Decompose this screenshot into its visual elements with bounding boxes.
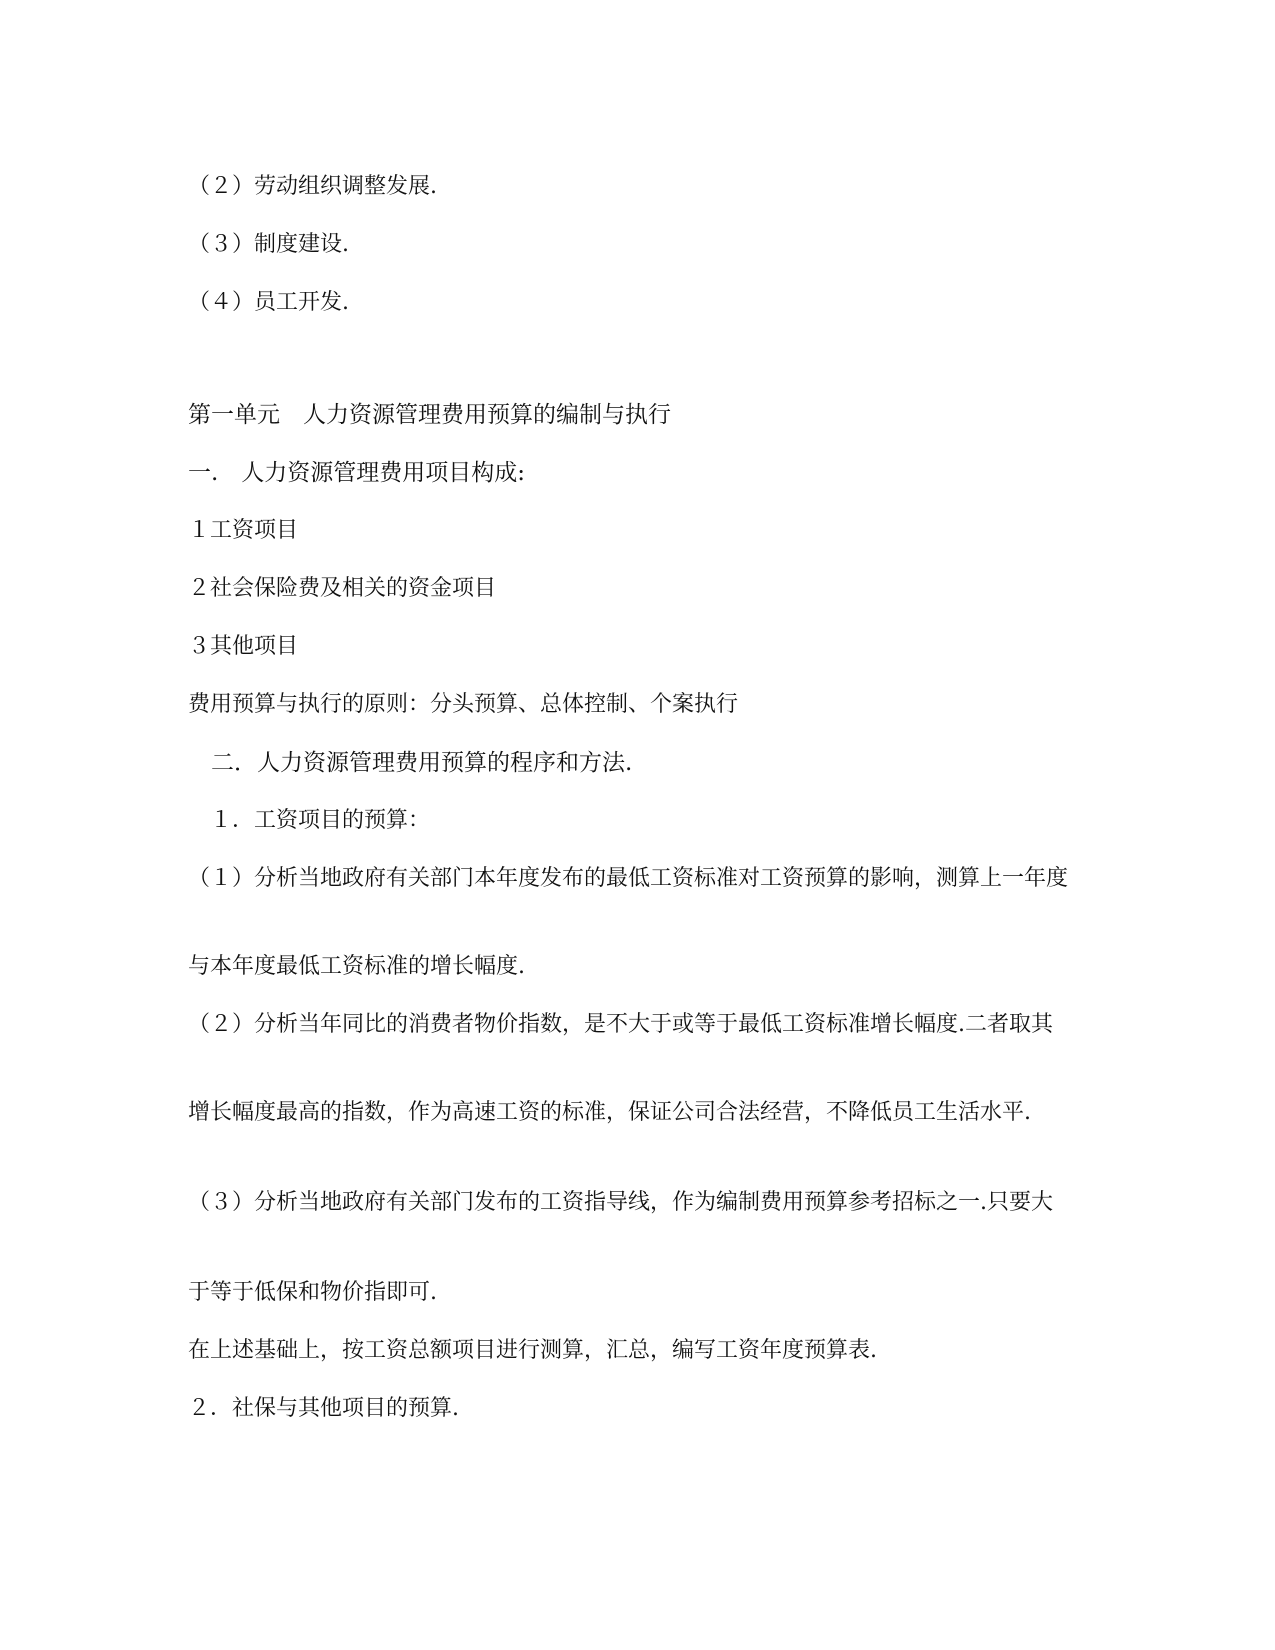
paragraph-2-part-a: （２）分析当年同比的消费者物价指数，是不大于或等于最低工资标准增长幅度.二者取其 xyxy=(188,1012,1053,1037)
subsection-2-title: ２．社保与其他项目的预算. xyxy=(188,1396,459,1421)
paragraph-3-part-a: （３）分析当地政府有关部门发布的工资指导线，作为编制费用预算参考招标之一.只要大 xyxy=(188,1190,1053,1215)
unit-title: 第一单元 人力资源管理费用预算的编制与执行 xyxy=(188,402,671,428)
section-2-title: 二．人力资源管理费用预算的程序和方法. xyxy=(188,750,633,776)
list-item-employee-development: （４）员工开发. xyxy=(188,290,349,315)
cost-item-wages: １工资项目 xyxy=(188,518,299,543)
paragraph-3-part-b: 于等于低保和物价指即可. xyxy=(188,1280,437,1305)
section-1-title: 一. 人力资源管理费用项目构成: xyxy=(188,460,526,486)
summary-paragraph: 在上述基础上，按工资总额项目进行测算，汇总，编写工资年度预算表. xyxy=(188,1338,877,1363)
subsection-1-title: １．工资项目的预算： xyxy=(188,808,431,833)
paragraph-2-part-b: 增长幅度最高的指数，作为高速工资的标准，保证公司合法经营，不降低员工生活水平. xyxy=(188,1100,1031,1125)
list-item-labor-organization: （２）劳动组织调整发展. xyxy=(188,174,437,199)
budget-principle: 费用预算与执行的原则：分头预算、总体控制、个案执行 xyxy=(188,692,739,717)
paragraph-1-part-a: （１）分析当地政府有关部门本年度发布的最低工资标准对工资预算的影响，测算上一年度 xyxy=(188,866,1069,891)
paragraph-1-part-b: 与本年度最低工资标准的增长幅度. xyxy=(188,954,525,979)
cost-item-other: ３其他项目 xyxy=(188,634,299,659)
list-item-system-building: （３）制度建设. xyxy=(188,232,349,257)
cost-item-social-insurance: ２社会保险费及相关的资金项目 xyxy=(188,576,497,601)
